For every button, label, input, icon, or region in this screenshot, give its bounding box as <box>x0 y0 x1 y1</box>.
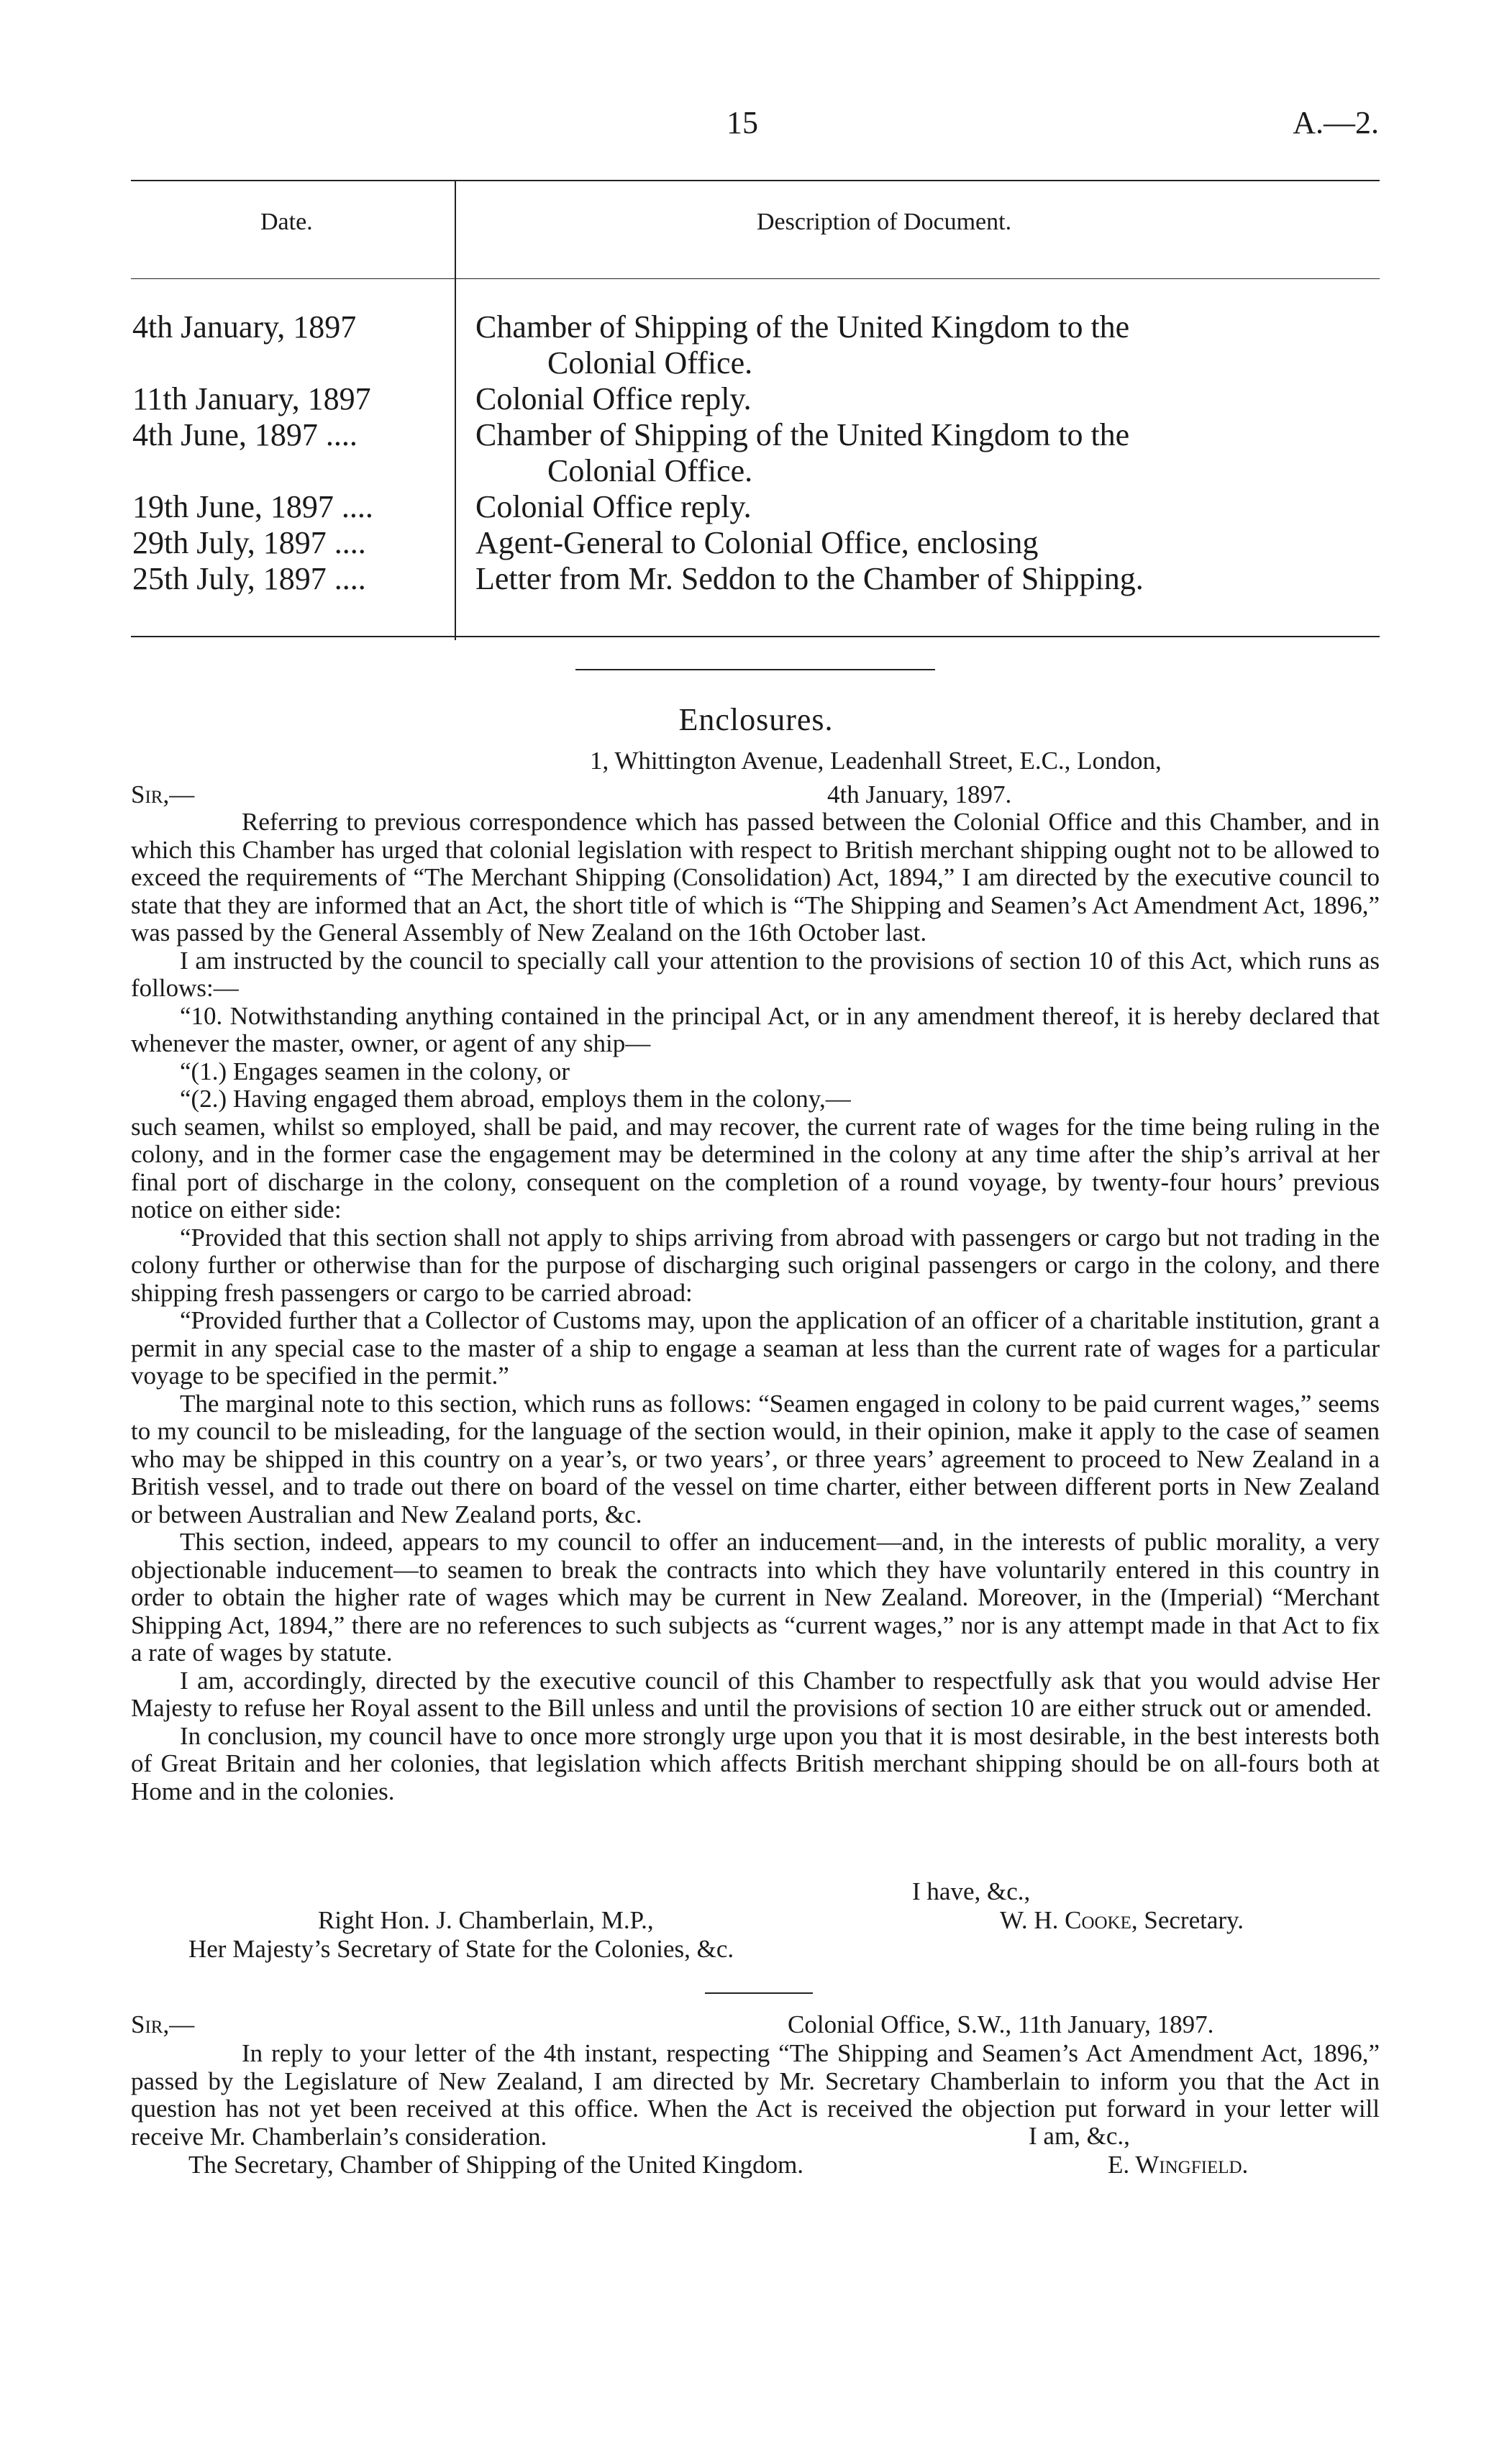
paragraph: In reply to your letter of the 4th instant, respecting “The Shipping and Seamen’s Act Amendment Act, 1896,” passed by the Legislature of New Zealand, I am directed by Mr. Secretary Chamberlain to inform you that the Act in question has not yet been received at this office. When the Act is received the objection put forward in your letter will receive Mr. Chamberlain’s consideration. <box>131 2039 1380 2151</box>
row-date: 4th January, 1897 <box>132 309 357 345</box>
letter-divider <box>705 1992 813 1994</box>
row-description: Colonial Office reply. <box>475 381 752 416</box>
table-row <box>131 489 1380 525</box>
letter1-salutation: Sir,— <box>131 780 195 808</box>
column-header-description: Description of Document. <box>757 209 1012 235</box>
quoted-section: “10. Notwithstanding anything contained in the principal Act, or in any amendment thereof, it is hereby declared that whenever the master, owner, or agent of any ship— <box>131 1001 1380 1057</box>
paragraph: I am instructed by the council to specially call your attention to the provisions of section 10 of this Act, which runs as follows:— <box>131 946 1380 1002</box>
paragraph: This section, indeed, appears to my council to offer an inducement—and, in the interests of public morality, a very objectionable inducement—to seamen to break the contracts into which they have voluntarily entered in this country in order to obtain the higher rate of wages which may be current in New Zealand. Moreover, in the (Imperial) “Merchant Shipping Act, 1894,” there are no references to such subjects as “current wages,” nor is any attempt made in that Act to fix a rate of wages by statute. <box>131 1528 1380 1667</box>
letter1-addressee: Right Hon. J. Chamberlain, M.P., <box>318 1906 654 1934</box>
letter1-signature <box>1000 1906 1244 1935</box>
row-date: 4th June, 1897 .... <box>132 417 357 452</box>
row-description: Chamber of Shipping of the United Kingdom to the <box>475 417 1130 452</box>
enclosures-heading: Enclosures. <box>678 702 834 737</box>
row-date: 11th January, 1897 <box>132 381 371 416</box>
row-date: 25th July, 1897 .... <box>132 561 366 596</box>
table-bottom-rule <box>131 636 1380 637</box>
row-description-continued: Colonial Office. <box>547 453 753 488</box>
row-description: Agent-General to Colonial Office, enclosing <box>475 525 1039 560</box>
row-description: Colonial Office reply. <box>475 489 752 524</box>
row-date: 19th June, 1897 .... <box>132 489 373 524</box>
table-row <box>131 525 1380 561</box>
letter2-body <box>131 2040 1380 2151</box>
section-divider <box>575 669 935 670</box>
paragraph: The marginal note to this section, which runs as follows: “Seamen engaged in colony to be paid current wages,” seems to my council to be misleading, for the language of the section would, in their opinion, make it apply to the case of seamen who may be shipped in this country on a year’s, or two years’, or three years’ agreement to proceed to New Zealand in a British vessel, and to trade out there on board of the vessel on time charter, either between different ports in New Zealand or between Australian and New Zealand ports, &c. <box>131 1389 1380 1528</box>
letter1-address: 1, Whittington Avenue, Leadenhall Street, E.C., London, <box>590 747 1162 775</box>
letter2-salutation: Sir,— <box>131 2010 195 2038</box>
table-row <box>131 417 1380 489</box>
quoted-proviso: “Provided that this section shall not apply to ships arriving from abroad with passengers or cargo but not trading in the colony further or otherwise than for the purpose of discharging such original passengers or cargo in the colony, and there shipping fresh passengers or cargo to be carried abroad: <box>131 1223 1380 1307</box>
letter1-body <box>131 808 1380 1805</box>
quoted-subsection: “(2.) Having engaged them abroad, employs them in the colony,— <box>180 1085 851 1113</box>
table-row <box>131 381 1380 417</box>
row-description: Chamber of Shipping of the United Kingdom to the <box>475 309 1130 345</box>
table-header-rule <box>131 278 1380 279</box>
letter2-signature: E. Wingfield. <box>1108 2151 1249 2179</box>
letter1-date: 4th January, 1897. <box>827 780 1012 808</box>
letter1-addressee-title: Her Majesty’s Secretary of State for the Colonies, &c. <box>188 1935 734 1963</box>
quoted-proviso: “Provided further that a Collector of Customs may, upon the application of an officer of a charitable institution, grant a permit in any special case to the master of a ship to engage a seaman at less than the current rate of wages for a particular voyage to be specified in the permit.” <box>131 1306 1380 1390</box>
quoted-subsection: “(1.) Engages seamen in the colony, or <box>180 1057 570 1085</box>
documents-table <box>131 180 1380 640</box>
table-top-rule <box>131 180 1380 181</box>
row-description-continued: Colonial Office. <box>547 345 753 381</box>
row-description: Letter from Mr. Seddon to the Chamber of Shipping. <box>475 561 1144 596</box>
table-row <box>131 561 1380 597</box>
paragraph: Referring to previous correspondence which has passed between the Colonial Office and this Chamber, and in which this Chamber has urged that colonial legislation with respect to British merchant shipping ought not to be allowed to exceed the requirements of “The Merchant Shipping (Consolidation) Act, 1894,” I am directed by the executive council to state that they are informed that an Act, the short title of which is “The Shipping and Seamen’s Act Amendment Act, 1896,” was passed by the General Assembly of New Zealand on the 16th October last. <box>131 808 1380 947</box>
table-row <box>131 309 1380 381</box>
column-header-date: Date. <box>260 209 313 235</box>
row-date: 29th July, 1897 .... <box>132 525 366 560</box>
letter2-place-date: Colonial Office, S.W., 11th January, 1897. <box>788 2010 1214 2038</box>
paragraph: I am, accordingly, directed by the executive council of this Chamber to respectfully ask that you would advise Her Majesty to refuse her Royal assent to the Bill unless and until the provisions of section 10 are either struck out or amended. <box>131 1666 1380 1722</box>
letter1-closing: I have, &c., <box>912 1877 1031 1905</box>
paragraph: In conclusion, my council have to once more strongly urge upon you that it is most desirable, in the best interests both of Great Britain and her colonies, that legislation which affects British merchant shipping should be on all-fours both at Home and in the colonies. <box>131 1721 1380 1805</box>
page-number: 15 <box>727 105 758 140</box>
letter2-addressee: The Secretary, Chamber of Shipping of the United Kingdom. <box>188 2151 804 2179</box>
quoted-continuation: such seamen, whilst so employed, shall be paid, and may recover, the current rate of wages for the time being ruling in the colony, and in the former case the engagement may be determined in the colony at any time after the ship’s arrival at her final port of discharge in the colony, consequent on the completion of a round voyage, by twenty-four hours’ previous notice on either side: <box>131 1112 1380 1224</box>
document-reference: A.—2. <box>1293 105 1379 140</box>
signature-name: W. H. Cooke <box>1000 1906 1131 1934</box>
table-body <box>131 309 1380 597</box>
signature-title: , Secretary. <box>1131 1906 1244 1934</box>
letter2-closing: I am, &c., <box>1029 2122 1130 2150</box>
